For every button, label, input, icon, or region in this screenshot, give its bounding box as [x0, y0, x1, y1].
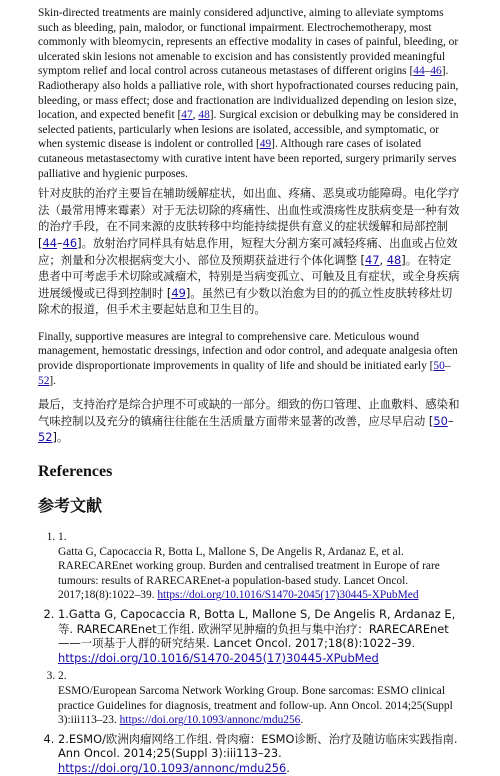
text-run: – — [444, 360, 451, 373]
text-run: . — [300, 714, 304, 727]
reference-text: 2.ESMO/欧洲肉瘤网络工作组. 骨肉瘤：ESMO诊断、治疗及随访临床实践指南. Ann Oncol. 2014;25(Suppl 3):iii113–23. — [58, 731, 458, 761]
text-run: , — [192, 109, 199, 122]
ref-link-49-zh[interactable]: 49 — [171, 285, 186, 300]
reference-text: 1.Gatta G, Capocaccia R, Botta L, Mallone S, De Angelis R, Ardanaz E, 等. RARECAREnet工作组. 欧洲罕见肿瘤的负担与集中治疗：RARECAREnet——一项基于人群的研究结果. Lancet Oncol. 2017;18(8):1022–39. — [58, 607, 456, 651]
text-run: ]. — [49, 374, 57, 387]
pubmed-link[interactable]: PubMed — [333, 650, 379, 665]
reference-text: Gatta G, Capocaccia R, Botta L, Mallone S, De Angelis R, Ardanaz E, et al. RARECAREnet working group. Burden and centralised treatment in Europe of rare tumours: results of RARECAREnet-a population-based study. Lancet Oncol. 2017;18(8):1022–39. — [58, 545, 440, 602]
reference-item-en — [58, 530, 462, 603]
text-run: ]. Radiotherapy also holds a palliative role, with short hypofractionated courses reducing pain, bleeding, or mass effect; dose and fractionation are individualized depending on lesion size, location, and expected benefit [ — [38, 65, 459, 122]
text-run: ]。在特定患者中可考虑手术切除或减瘤术，特别是当病变孤立、可触及且有症状，或全身疾病进展缓慢或已得到控制时 [ — [38, 252, 460, 300]
text-run: ]。虽然已有少数以治愈为目的的孤立性皮肤转移灶切除术的报道，但手术主要起姑息和卫生目的。 — [38, 285, 453, 317]
reference-list — [38, 530, 462, 776]
ref-link-48-zh[interactable]: 48 — [386, 252, 402, 267]
text-run: , — [379, 252, 387, 267]
text-run: ]. Although rare cases of isolated cutaneous metastasectomy with curative intent have been reported, surgery primarily serves palliative and hygienic purposes. — [38, 138, 457, 180]
text-run: ]. Surgical excision or debulking may be considered in selected patients, particularly when lesions are isolated, accessible, and symptomatic, or when systemic disease is indolent or controlled [ — [38, 109, 459, 151]
ref-link-46-zh[interactable]: 46 — [62, 235, 78, 250]
pubmed-link[interactable]: PubMed — [379, 589, 419, 602]
paragraph-supportive-zh — [38, 396, 462, 446]
reference-item-en — [58, 669, 462, 727]
references-heading: References — [38, 463, 113, 481]
text-run: 最后，支持治疗是综合护理不可或缺的一部分。细致的伤口管理、止血敷料、感染和气味控制以及充分的镇痛往往能在生活质量方面带来显著的改善，应尽早启动 [ — [38, 397, 460, 428]
reference-number: 1. — [58, 531, 67, 544]
doi-link[interactable]: https://doi.org/10.1016/S1470-2045(17)30445-X — [157, 589, 380, 602]
paragraph-supportive-en — [38, 330, 462, 388]
ref-link-47[interactable]: 47 — [181, 109, 193, 122]
ref-link-50-zh[interactable]: 50 — [433, 413, 448, 428]
text-run: – — [424, 65, 431, 78]
text-run: ]。放射治疗同样具有姑息作用，短程大分割方案可减轻疼痛、出血或占位效应；剂量和分次根据病变大小、部位及预期获益进行个体化调整 [ — [38, 235, 458, 267]
ref-link-48[interactable]: 48 — [198, 109, 210, 122]
ref-link-50[interactable]: 50 — [433, 360, 445, 373]
paragraph-skin-directed-en — [38, 6, 462, 181]
text-run: – — [447, 413, 454, 428]
ref-link-52[interactable]: 52 — [38, 374, 50, 387]
doi-link[interactable]: https://doi.org/10.1093/annonc/mdu256 — [58, 760, 287, 775]
reference-item-zh — [58, 607, 462, 665]
ref-link-47-zh[interactable]: 47 — [365, 252, 380, 267]
text-run: Skin-directed treatments are mainly considered adjunctive, aiming to alleviate symptoms such as bleeding, pain, malodor, or functional impairment. Electrochemotherapy, most commonly with bleomycin, represents an effective modality in cases of painful, bleeding, or ulcerated skin lesions not amenable to excision and has consistently provided meaningful symptom relief and local control across cutaneous metastases of different origins [ — [38, 7, 459, 78]
reference-item-zh — [58, 732, 462, 776]
text-run: ]。 — [52, 430, 69, 445]
reference-text: ESMO/European Sarcoma Network Working Group. Bone sarcomas: ESMO clinical practice Guidelines for diagnosis, treatment and follow-up. Ann Oncol. 2014;25(Suppl 3):iii113–23. — [58, 684, 453, 727]
text-run: 针对皮肤的治疗主要旨在辅助缓解症状，如出血、疼痛、恶臭或功能障碍。电化学疗法（最常用博来霉素）对于无法切除的疼痛性、出血性或溃疡性皮肤病变是一种有效的治疗手段，在不同来源的皮肤转移中均能持续提供有意义的症状缓解和局部控制 [ — [38, 186, 460, 250]
doi-link[interactable]: https://doi.org/10.1093/annonc/mdu256 — [119, 714, 301, 727]
text-run: – — [56, 235, 63, 250]
ref-link-44[interactable]: 44 — [413, 65, 425, 78]
doi-link[interactable]: https://doi.org/10.1016/S1470-2045(17)30445-X — [58, 650, 334, 665]
text-run: . — [286, 760, 290, 775]
ref-link-49[interactable]: 49 — [259, 138, 272, 151]
reference-number: 2. — [58, 670, 67, 683]
ref-link-52-zh[interactable]: 52 — [38, 430, 53, 445]
text-run: Finally, supportive measures are integral to comprehensive care. Meticulous wound management, hemostatic dressings, infection and odor control, and adequate analgesia often provide disproportionate improvements in quality of life and should be initiated early [ — [38, 330, 458, 373]
paragraph-skin-directed-zh — [38, 185, 462, 318]
ref-link-46[interactable]: 46 — [430, 65, 442, 78]
references-heading-zh: 参考文献 — [38, 496, 103, 516]
ref-link-44-zh[interactable]: 44 — [42, 235, 57, 250]
